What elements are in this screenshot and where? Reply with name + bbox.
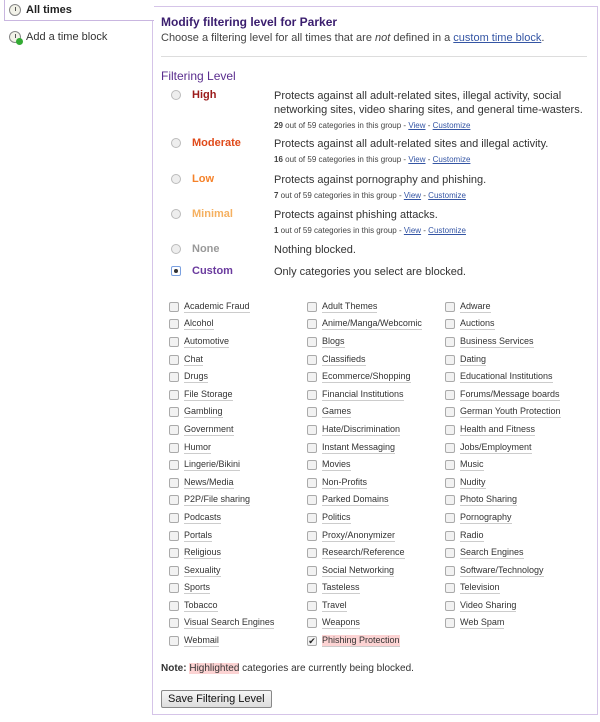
category-item[interactable] [169, 439, 307, 457]
category-item[interactable] [445, 527, 583, 545]
category-label[interactable]: Instant Messaging [322, 441, 396, 452]
category-checkbox[interactable] [445, 407, 455, 417]
category-item[interactable] [307, 562, 445, 580]
category-label[interactable]: Jobs/Employment [460, 441, 532, 452]
category-item[interactable] [169, 580, 307, 598]
category-checkbox[interactable] [445, 548, 455, 558]
category-checkbox[interactable] [169, 372, 179, 382]
category-label[interactable]: Podcasts [184, 511, 222, 522]
category-checkbox[interactable] [445, 531, 455, 541]
level-description: Protects against all adult-related sites and illegal activity. 16 out of 59 categories in this group - View - Customize [274, 137, 594, 167]
category-label[interactable]: Music [460, 459, 484, 470]
category-label[interactable]: Television [460, 582, 500, 593]
customize-link[interactable]: Customize [432, 121, 471, 130]
category-checkbox[interactable] [169, 337, 179, 347]
category-checkbox[interactable] [169, 618, 179, 628]
category-label[interactable]: Web Spam [460, 617, 505, 628]
category-checkbox[interactable] [307, 372, 317, 382]
category-checkbox[interactable] [307, 337, 317, 347]
category-checkbox[interactable] [445, 601, 455, 611]
category-label[interactable]: Ecommerce/Shopping [322, 371, 411, 382]
category-checkbox[interactable] [307, 319, 317, 329]
category-label[interactable]: Research/Reference [322, 547, 405, 558]
category-checkbox[interactable] [169, 425, 179, 435]
category-label[interactable]: Search Engines [460, 547, 524, 558]
category-item[interactable] [307, 544, 445, 562]
category-item[interactable] [307, 298, 445, 316]
category-label[interactable]: Health and Fitness [460, 423, 536, 434]
category-checkbox[interactable] [169, 566, 179, 576]
category-checkbox[interactable] [307, 548, 317, 558]
category-label[interactable]: Visual Search Engines [184, 617, 275, 628]
view-link[interactable]: View [403, 226, 422, 235]
category-checkbox[interactable] [307, 531, 317, 541]
category-item[interactable] [169, 421, 307, 439]
category-label[interactable]: File Storage [184, 388, 233, 399]
category-item[interactable] [445, 544, 583, 562]
category-checkbox[interactable] [445, 583, 455, 593]
category-item[interactable] [169, 492, 307, 510]
category-label[interactable]: Humor [184, 441, 212, 452]
sidebar-item-label: Add a time block [26, 30, 108, 43]
level-name[interactable]: Custom [192, 265, 233, 277]
category-checkbox[interactable] [169, 548, 179, 558]
category-label[interactable]: Social Networking [322, 564, 395, 575]
category-label[interactable]: Non-Profits [322, 476, 368, 487]
sidebar-item-all-times[interactable] [4, 0, 154, 21]
category-item[interactable] [169, 316, 307, 334]
category-checkbox[interactable] [169, 531, 179, 541]
category-item[interactable] [307, 597, 445, 615]
category-checkbox[interactable] [169, 495, 179, 505]
category-checkbox[interactable] [445, 425, 455, 435]
category-item[interactable] [307, 386, 445, 404]
category-label[interactable]: Drugs [184, 371, 209, 382]
category-label[interactable]: Software/Technology [460, 564, 544, 575]
category-item[interactable] [307, 316, 445, 334]
category-grid [169, 298, 583, 650]
page-subtitle: Choose a filtering level for all times that are not defined in a custom time block. [161, 32, 545, 44]
category-label[interactable]: Politics [322, 511, 351, 522]
category-checkbox[interactable] [307, 495, 317, 505]
category-label[interactable]: Photo Sharing [460, 494, 518, 505]
category-checkbox[interactable] [169, 355, 179, 365]
category-label[interactable]: Forums/Message boards [460, 388, 560, 399]
category-label[interactable]: Anime/Manga/Webcomic [322, 318, 422, 329]
category-item[interactable] [307, 474, 445, 492]
category-checkbox[interactable] [445, 513, 455, 523]
category-checkbox[interactable] [169, 636, 179, 646]
category-label[interactable]: Academic Fraud [184, 300, 250, 311]
customize-link[interactable]: Customize [428, 226, 466, 235]
category-label[interactable]: Weapons [322, 617, 360, 628]
category-item[interactable] [307, 456, 445, 474]
category-item[interactable] [307, 439, 445, 457]
category-label[interactable]: Business Services [460, 335, 534, 346]
sidebar [0, 0, 153, 46]
category-checkbox[interactable] [445, 443, 455, 453]
category-label[interactable]: Educational Institutions [460, 371, 553, 382]
view-link[interactable]: View [403, 191, 422, 200]
category-label[interactable]: Classifieds [322, 353, 366, 364]
category-item[interactable] [445, 404, 583, 422]
category-checkbox[interactable] [169, 513, 179, 523]
category-label[interactable]: Proxy/Anonymizer [322, 529, 396, 540]
level-radio[interactable] [171, 138, 181, 148]
level-count: 16 out of 59 categories in this group - View - Customize [274, 155, 471, 164]
category-label[interactable]: Financial Institutions [322, 388, 404, 399]
category-checkbox[interactable] [445, 355, 455, 365]
category-label[interactable]: Webmail [184, 635, 219, 646]
category-item[interactable] [445, 562, 583, 580]
level-radio[interactable] [171, 244, 181, 254]
category-item[interactable] [445, 474, 583, 492]
category-label[interactable]: Blogs [322, 335, 345, 346]
category-item[interactable] [445, 298, 583, 316]
category-checkbox[interactable] [307, 583, 317, 593]
category-item[interactable] [445, 351, 583, 369]
view-link[interactable]: View [408, 155, 426, 164]
category-checkbox[interactable] [445, 302, 455, 312]
category-item[interactable] [445, 615, 583, 633]
category-item[interactable] [169, 509, 307, 527]
category-label[interactable]: Travel [322, 599, 347, 610]
category-checkbox[interactable] [445, 495, 455, 505]
category-item[interactable] [169, 351, 307, 369]
level-description: Only categories you select are blocked. [274, 266, 466, 278]
category-label[interactable]: Tasteless [322, 582, 360, 593]
category-label[interactable]: Radio [460, 529, 484, 540]
level-description: Nothing blocked. [274, 244, 356, 256]
category-item[interactable] [169, 632, 307, 650]
category-checkbox[interactable] [307, 566, 317, 576]
view-link[interactable]: View [408, 121, 426, 130]
category-checkbox[interactable] [307, 618, 317, 628]
level-count: 29 out of 59 categories in this group - View - Customize [274, 121, 471, 130]
category-item[interactable] [169, 404, 307, 422]
sidebar-item-add-time-block[interactable] [0, 27, 153, 46]
level-description: Protects against phishing attacks. 1 out of 59 categories in this group - View - Customize [274, 208, 594, 238]
category-item[interactable] [169, 456, 307, 474]
custom-time-block-link[interactable]: custom time block [453, 32, 542, 44]
category-item[interactable] [445, 509, 583, 527]
category-item[interactable] [169, 474, 307, 492]
category-checkbox[interactable] [445, 390, 455, 400]
category-label[interactable]: Lingerie/Bikini [184, 459, 241, 470]
category-label[interactable]: Adware [460, 300, 491, 311]
category-item[interactable] [445, 333, 583, 351]
category-checkbox[interactable] [307, 407, 317, 417]
category-item[interactable] [445, 597, 583, 615]
category-checkbox[interactable] [445, 618, 455, 628]
clock-icon [9, 4, 21, 16]
category-checkbox[interactable] [169, 407, 179, 417]
sidebar-item-label: All times [26, 4, 72, 16]
category-item[interactable] [307, 404, 445, 422]
category-item[interactable] [169, 386, 307, 404]
category-item[interactable] [445, 316, 583, 334]
category-checkbox[interactable] [445, 460, 455, 470]
category-label[interactable]: Games [322, 406, 352, 417]
category-item[interactable] [169, 544, 307, 562]
category-checkbox[interactable] [445, 478, 455, 488]
category-label[interactable]: Adult Themes [322, 300, 378, 311]
category-item[interactable] [307, 421, 445, 439]
category-checkbox[interactable] [307, 302, 317, 312]
category-label[interactable]: Nudity [460, 476, 486, 487]
level-name[interactable]: Moderate [192, 137, 241, 149]
category-checkbox[interactable] [445, 319, 455, 329]
level-count: 1 out of 59 categories in this group - View - Customize [274, 226, 466, 235]
level-name[interactable]: High [192, 89, 217, 101]
category-label[interactable]: Phishing Protection [322, 635, 400, 646]
category-item[interactable] [307, 368, 445, 386]
category-item[interactable] [445, 492, 583, 510]
category-checkbox[interactable] [307, 460, 317, 470]
save-filtering-level-button[interactable]: Save Filtering Level [161, 690, 272, 708]
level-radio[interactable] [171, 266, 181, 276]
category-label[interactable]: Sexuality [184, 564, 221, 575]
category-checkbox[interactable] [307, 513, 317, 523]
customize-link[interactable]: Customize [428, 191, 466, 200]
category-item[interactable] [169, 333, 307, 351]
page-title: Modify filtering level for Parker [161, 15, 338, 29]
level-description: Protects against pornography and phishing. 7 out of 59 categories in this group - View - Customize [274, 173, 594, 203]
category-item[interactable] [169, 562, 307, 580]
category-item[interactable] [307, 333, 445, 351]
category-item[interactable] [445, 439, 583, 457]
category-label[interactable]: Automotive [184, 335, 230, 346]
category-item[interactable] [169, 298, 307, 316]
category-checkbox[interactable] [307, 390, 317, 400]
category-item[interactable] [307, 509, 445, 527]
level-name[interactable]: Minimal [192, 208, 233, 220]
category-label[interactable]: Portals [184, 529, 213, 540]
category-item[interactable] [307, 527, 445, 545]
category-label[interactable]: Government [184, 423, 234, 434]
category-label[interactable]: Alcohol [184, 318, 214, 329]
category-label[interactable]: News/Media [184, 476, 234, 487]
category-checkbox[interactable] [307, 425, 317, 435]
level-radio[interactable] [171, 174, 181, 184]
category-checkbox[interactable] [445, 372, 455, 382]
category-checkbox[interactable] [169, 601, 179, 611]
category-label[interactable]: Religious [184, 547, 222, 558]
category-label[interactable]: Video Sharing [460, 599, 517, 610]
category-item[interactable] [307, 580, 445, 598]
category-checkbox[interactable] [169, 583, 179, 593]
customize-link[interactable]: Customize [432, 155, 471, 164]
category-checkbox[interactable] [169, 443, 179, 453]
category-checkbox[interactable] [169, 478, 179, 488]
filtering-panel [152, 6, 598, 715]
category-checkbox[interactable]: ✔ [308, 636, 316, 647]
category-item[interactable] [445, 580, 583, 598]
divider [161, 56, 587, 57]
category-label[interactable]: Auctions [460, 318, 495, 329]
category-item[interactable] [445, 386, 583, 404]
level-description: Protects against all adult-related sites, illegal activity, social networking sites, video sharing sites, and general time-wasters. 29 out of 59 categories in this group - View - Customize [274, 89, 594, 133]
category-item[interactable] [445, 368, 583, 386]
category-label[interactable]: Chat [184, 353, 204, 364]
category-item[interactable] [169, 597, 307, 615]
category-label[interactable]: Hate/Discrimination [322, 423, 401, 434]
category-label[interactable]: Tobacco [184, 599, 218, 610]
level-radio[interactable] [171, 209, 181, 219]
category-item[interactable] [307, 351, 445, 369]
category-label[interactable]: German Youth Protection [460, 406, 561, 417]
category-checkbox[interactable] [445, 566, 455, 576]
category-checkbox[interactable] [169, 302, 179, 312]
category-checkbox[interactable] [307, 478, 317, 488]
category-label[interactable]: Pornography [460, 511, 512, 522]
category-checkbox[interactable] [169, 460, 179, 470]
level-name[interactable]: None [192, 243, 220, 255]
category-label[interactable]: Dating [460, 353, 487, 364]
category-item[interactable] [445, 456, 583, 474]
category-item[interactable] [445, 421, 583, 439]
level-radio[interactable] [171, 90, 181, 100]
category-checkbox[interactable] [307, 355, 317, 365]
section-heading: Filtering Level [161, 69, 236, 83]
category-item[interactable] [307, 632, 445, 650]
category-checkbox[interactable] [307, 443, 317, 453]
category-label[interactable]: Parked Domains [322, 494, 389, 505]
category-item[interactable] [169, 527, 307, 545]
category-checkbox[interactable] [307, 601, 317, 611]
clock-add-icon [9, 31, 21, 43]
category-label[interactable]: Movies [322, 459, 351, 470]
level-count: 7 out of 59 categories in this group - View - Customize [274, 191, 466, 200]
category-label[interactable]: Gambling [184, 406, 223, 417]
note: Note: Highlighted categories are currently being blocked. [161, 663, 414, 674]
category-checkbox[interactable] [445, 337, 455, 347]
category-label[interactable]: Sports [184, 582, 211, 593]
category-checkbox[interactable] [169, 319, 179, 329]
category-item[interactable] [307, 615, 445, 633]
category-checkbox[interactable] [169, 390, 179, 400]
category-label[interactable]: P2P/File sharing [184, 494, 251, 505]
category-item[interactable] [307, 492, 445, 510]
category-item[interactable] [169, 615, 307, 633]
category-item[interactable] [169, 368, 307, 386]
level-name[interactable]: Low [192, 173, 214, 185]
